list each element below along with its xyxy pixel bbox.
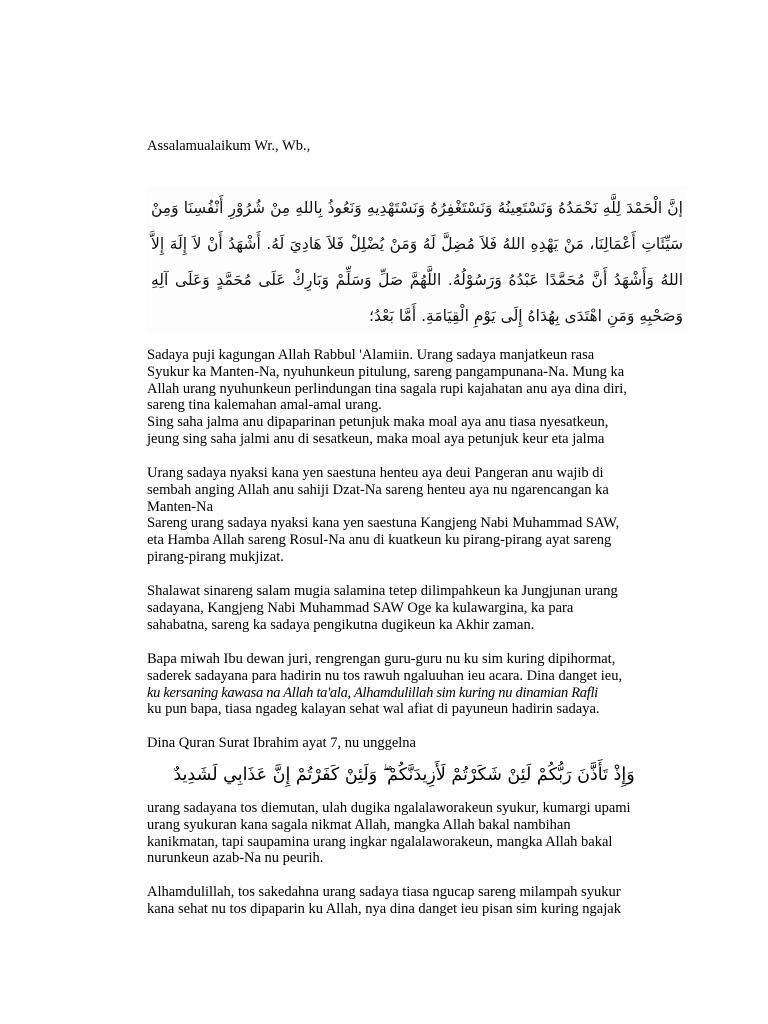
text-line: Sadaya puji kagungan Allah Rabbul 'Alamiin. Urang sadaya manjatkeun rasa: [147, 347, 595, 363]
surah-intro-line: [147, 735, 657, 752]
text-line: Syukur ka Manten-Na, nyuhunkeun pitulung, sareng pangampunana-Na. Mung ka: [147, 363, 625, 380]
text-line: Manten-Na: [147, 498, 214, 515]
text-line: kana sehat nu tos dipaparin ku Allah, nya dina danget ieu pisan sim kuring ngajak: [147, 900, 621, 917]
paragraph-audience-greeting: [147, 651, 657, 718]
text-line: urang sadayana tos diemutan, ulah dugika ngalalaworakeun syukur, kumargi upami: [147, 800, 631, 816]
greeting-line: Assalamualaikum Wr., Wb.,: [147, 138, 311, 154]
text-line: Allah urang nyuhunkeun perlindungan tina sagala rupi kajahatan anu aya dina diri,: [147, 380, 627, 397]
text-line: Dina Quran Surat Ibrahim ayat 7, nu unggelna: [147, 735, 416, 751]
text-line: saderek sadayana para hadirin nu tos rawuh ngaluuhan ieu acara. Dina danget ieu,: [147, 667, 623, 684]
text-line: sadayana, Kangjeng Nabi Muhammad SAW Oge ka kulawargina, ka para: [147, 599, 574, 616]
paragraph-alhamdulillah: [147, 884, 657, 918]
text-line: sahabatna, sareng ka sadaya pengikutna dugikeun ka Akhir zaman.: [147, 616, 535, 633]
text-line: ku kersaning kawasa na Allah ta'ala, Alhamdulillah sim kuring nu dinamian Rafli: [147, 684, 598, 701]
text-line: Alhamdulillah, tos sakedahna urang sadaya tiasa ngucap sareng milampah syukur: [147, 884, 621, 900]
text-line: Sareng urang sadaya nyaksi kana yen saestuna Kangjeng Nabi Muhammad SAW,: [147, 515, 620, 532]
text-line: sembah anging Allah anu sahiji Dzat-Na sareng henteu aya nu ngarencangan ka: [147, 481, 609, 498]
text-line: eta Hamba Allah sareng Rosul-Na anu di kuatkeun ku pirang-pirang ayat sareng: [147, 532, 612, 549]
text-line: nurunkeun azab-Na nu peurih.: [147, 850, 324, 867]
paragraph-shalawat: [147, 583, 657, 633]
paragraph-gratitude: [147, 800, 657, 867]
paragraph-praise: [147, 347, 657, 448]
text-line: urang syukuran kana sagala nikmat Allah, mangka Allah bakal nambihan: [147, 816, 571, 833]
text-line: ku pun bapa, tiasa ngadeg kalayan sehat wal afiat di payuneun hadirin sadaya.: [147, 701, 600, 718]
text-line: Bapa miwah Ibu dewan juri, rengrengan guru-guru nu ku sim kuring dipihormat,: [147, 651, 616, 667]
arabic-opening-prayer: إنَّ الْحَمْدَ لِلَّهِ نَحْمَدُهُ وَنَسْتَعِينُهُ وَنَسْتَغْفِرُهُ وَنَسْتَهْدِيهِ وَنَعُوذُ بِاللهِ مِنْ شُرُوْرِ أَنْفُسِنَا وَمِنْ سَيِّئَاتِ أَعْمَالِنَا، مَنْ يَهْدِهِ اللهُ فَلاَ مُضِلَّ لَهُ وَمَنْ يُضْلِلْ فَلاَ هَادِيَ لَهُ. أَشْهَدُ أَنْ لاَ إِلَهَ إِلاَّ اللهُ وَأَشْهَدُ أَنَّ مُحَمَّدًا عَبْدُهُ وَرَسُوْلُهُ. اللَّهُمَّ صَلِّ وَسَلِّمْ وَبَارِكْ عَلَى مُحَمَّدٍ وَعَلَى آلِهِ وَصَحْبِهِ وَمَنِ اهْتَدَى بِهُدَاهُ إِلَى يَوْمِ الْقِيَامَةِ. أَمَّا بَعْدُ؛: [147, 186, 687, 333]
text-line: sareng tina kalemahan amal-amal urang.: [147, 397, 382, 414]
text-line: Sing saha jalma anu dipaparinan petunjuk maka moal aya anu tiasa nyesatkeun,: [147, 414, 609, 431]
text-line: jeung sing saha jalmi anu di sesatkeun, maka moal aya petunjuk keur eta jalma: [147, 430, 605, 447]
quran-verse-ibrahim-7: وَإِذْ تَأَذَّنَ رَبُّكُمْ لَئِنْ شَكَرْتُمْ لَأَزِيدَنَّكُمْ ۖ وَلَئِنْ كَفَرْتُمْ إِنَّ عَذَابِي لَشَدِيدٌ: [173, 765, 635, 785]
paragraph-testimony: [147, 465, 657, 566]
text-line: kanikmatan, tapi saupamina urang ingkar ngalalaworakeun, mangka Allah bakal: [147, 833, 613, 850]
text-line: Shalawat sinareng salam mugia salamina tetep dilimpahkeun ka Jungjunan urang: [147, 583, 618, 599]
text-line: pirang-pirang mukjizat.: [147, 548, 284, 565]
text-line: Urang sadaya nyaksi kana yen saestuna henteu aya deui Pangeran anu wajib di: [147, 465, 604, 481]
